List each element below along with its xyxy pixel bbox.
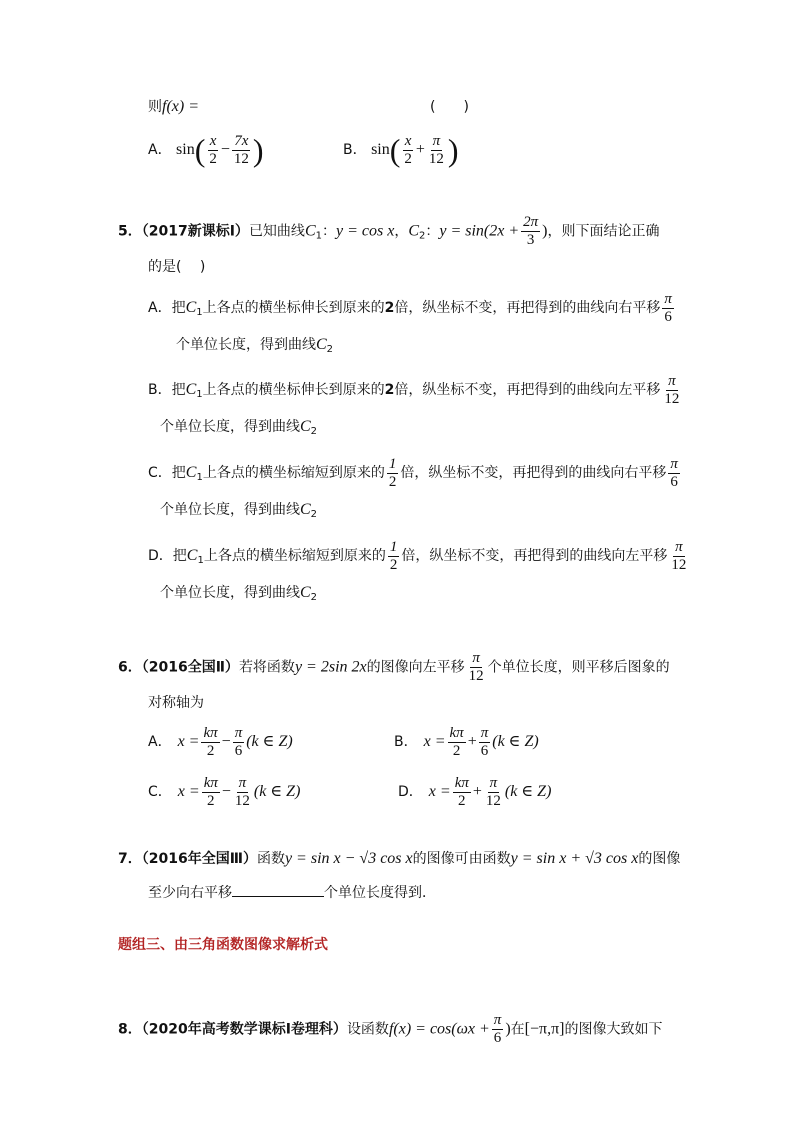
option-text-cont: 个单位长度，得到曲线 bbox=[160, 502, 300, 518]
q5-option-3-cont bbox=[160, 582, 317, 609]
option-text-mid: 上各点的横坐标缩短到原来的 bbox=[202, 465, 385, 481]
q5-text1: 已知曲线 bbox=[248, 223, 305, 240]
frac-num: kπ bbox=[449, 724, 464, 741]
option-frac2 bbox=[479, 725, 491, 760]
q5-option-1-cont bbox=[160, 416, 317, 443]
option-shift-frac bbox=[662, 291, 674, 326]
q4-stem-math: f(x) = bbox=[162, 98, 199, 115]
frac-den: 12 bbox=[485, 792, 501, 809]
frac-num: π bbox=[480, 724, 489, 741]
option-frac1 bbox=[201, 725, 219, 760]
section-heading: 题组三、由三角函数图像求解析式 bbox=[118, 937, 328, 953]
frac-num: 1 bbox=[389, 538, 398, 555]
option-text-cont: 个单位长度，得到曲线 bbox=[160, 585, 300, 601]
curve-c2-sub: 2 bbox=[310, 509, 318, 520]
frac-den: 6 bbox=[493, 1030, 502, 1046]
frac-num: π bbox=[238, 774, 247, 791]
q5-c2: C bbox=[408, 222, 419, 240]
q5-c1-sub: 1 bbox=[315, 230, 322, 242]
q4-option-b bbox=[343, 132, 459, 168]
q6-stem bbox=[118, 650, 670, 685]
q4-option-b-frac1 bbox=[402, 133, 414, 168]
option-text-after: 倍，纵坐标不变，再把得到的曲线向右平移 bbox=[394, 300, 661, 316]
option-frac2 bbox=[233, 775, 252, 810]
frac-num: π bbox=[489, 774, 498, 791]
q4-option-a bbox=[148, 132, 264, 168]
right-paren: ) bbox=[252, 132, 264, 168]
option-text-mid: 上各点的横坐标伸长到原来的 bbox=[202, 382, 385, 398]
option-text-pre: 把 bbox=[171, 300, 186, 316]
frac-num: kπ bbox=[454, 774, 469, 791]
option-eq-pre: x = bbox=[177, 783, 200, 800]
frac-den: 6 bbox=[670, 473, 678, 490]
q4-option-a-frac1 bbox=[207, 133, 219, 168]
frac-den: 3 bbox=[526, 232, 535, 248]
q4-bracket-text: ( ) bbox=[430, 99, 469, 115]
q8-eq-pre: f(x) = cos(ωx + bbox=[388, 1020, 490, 1038]
frac-num: π bbox=[664, 290, 672, 307]
q7-text2: 的图像可由函数 bbox=[412, 851, 511, 867]
operator: − bbox=[221, 733, 231, 750]
q8-text1: 设函数 bbox=[346, 1021, 389, 1038]
curve-c1-sub: 1 bbox=[196, 307, 203, 318]
option-label: A． bbox=[148, 734, 172, 750]
q5-option-2-cont bbox=[160, 499, 317, 526]
q7-line2-a: 至少向右平移 bbox=[148, 885, 232, 901]
q4-stem bbox=[148, 96, 199, 118]
q4-option-b-frac2 bbox=[427, 133, 446, 168]
frac-num: π bbox=[670, 455, 678, 472]
q6-text1: 若将函数 bbox=[238, 659, 295, 676]
option-eq-post: (k ∈ Z) bbox=[253, 783, 301, 800]
q4-option-b-label: B． bbox=[343, 142, 367, 158]
frac-den: 2 bbox=[389, 556, 398, 573]
frac-den: 2 bbox=[458, 792, 466, 809]
q5-colon1: ： bbox=[321, 223, 336, 240]
curve-c1-sub: 1 bbox=[196, 472, 203, 483]
q4-answer-bracket bbox=[430, 96, 469, 118]
option-label: C． bbox=[148, 465, 172, 481]
frac-den: 6 bbox=[664, 308, 672, 325]
q7-text3: 的图像 bbox=[638, 851, 681, 867]
q8-text2: 在 bbox=[510, 1021, 525, 1038]
q7-stem bbox=[118, 848, 680, 870]
q5-stem-line2 bbox=[148, 256, 205, 278]
option-label: B． bbox=[148, 382, 172, 398]
q6-text3: 个单位长度，则平移后图象的 bbox=[487, 659, 670, 676]
frac-num: 1 bbox=[388, 455, 397, 472]
option-factor-frac bbox=[387, 456, 399, 491]
q7-text1: 函数 bbox=[256, 851, 285, 867]
option-label: B． bbox=[394, 734, 418, 750]
frac-num: 2π bbox=[523, 214, 539, 230]
q7-number: 7． bbox=[118, 851, 142, 867]
curve-c2: C bbox=[300, 501, 311, 518]
q6-option-2 bbox=[148, 774, 300, 810]
q5-eq1: y = cos x bbox=[335, 222, 395, 240]
frac-den: 6 bbox=[480, 742, 489, 759]
option-eq-pre: x = bbox=[177, 733, 200, 750]
option-text-pre: 把 bbox=[171, 382, 186, 398]
frac-den: 2 bbox=[404, 150, 412, 167]
q5-source: （2017新课标Ⅰ） bbox=[141, 223, 249, 240]
option-shift-frac bbox=[668, 456, 680, 491]
option-frac1 bbox=[448, 725, 466, 760]
curve-c2-sub: 2 bbox=[310, 592, 318, 603]
frac-den: 6 bbox=[234, 742, 243, 759]
option-label: A． bbox=[148, 300, 172, 316]
frac-num: π bbox=[493, 1012, 502, 1028]
q8-eq-frac bbox=[492, 1012, 504, 1047]
frac-num: π bbox=[668, 372, 676, 389]
frac-num: x bbox=[404, 132, 412, 149]
right-paren: ) bbox=[447, 132, 459, 168]
q4-option-a-label: A． bbox=[148, 142, 172, 158]
q7-eq1: y = sin x − √3 cos x bbox=[284, 850, 413, 867]
option-text-pre: 把 bbox=[171, 465, 186, 481]
q7-line2-b: 个单位长度得到． bbox=[324, 885, 436, 901]
curve-c2-sub: 2 bbox=[310, 426, 318, 437]
frac-num: kπ bbox=[203, 774, 218, 791]
q8-interval: [−π,π] bbox=[524, 1020, 565, 1038]
q5-eq2-pre: y = sin(2x + bbox=[439, 222, 520, 240]
option-text-after: 倍，纵坐标不变，再把得到的曲线向左平移 bbox=[401, 548, 668, 564]
option-eq-pre: x = bbox=[423, 733, 446, 750]
option-text-cont: 个单位长度，得到曲线 bbox=[160, 419, 300, 435]
frac-num: 7x bbox=[234, 132, 249, 149]
frac-den: 2 bbox=[206, 742, 215, 759]
frac-num: π bbox=[675, 538, 683, 555]
frac-den: 12 bbox=[671, 556, 687, 573]
q5-text2: ，则下面结论正确 bbox=[547, 223, 660, 240]
q6-option-1 bbox=[394, 724, 539, 760]
frac-num: π bbox=[472, 650, 480, 666]
frac-den: 12 bbox=[234, 792, 250, 809]
option-factor-frac bbox=[388, 539, 400, 574]
option-text-mid: 上各点的横坐标缩短到原来的 bbox=[203, 548, 386, 564]
curve-c1: C bbox=[186, 547, 198, 564]
option-eq-pre: x = bbox=[428, 783, 451, 800]
q5-c2-sub: 2 bbox=[418, 230, 426, 242]
curve-c1: C bbox=[185, 464, 197, 481]
q5-eq2-post: ) bbox=[542, 222, 548, 240]
frac-den: 12 bbox=[428, 150, 444, 167]
q6-shift-frac bbox=[467, 650, 486, 685]
q5-colon2: ： bbox=[425, 223, 440, 240]
q5-option-2 bbox=[148, 455, 682, 496]
option-label: C． bbox=[148, 784, 172, 800]
q5-comma: ， bbox=[394, 223, 409, 240]
q7-eq2: y = sin x + √3 cos x bbox=[510, 850, 639, 867]
option-factor: 2 bbox=[384, 300, 395, 316]
frac-num: π bbox=[234, 724, 243, 741]
option-frac1 bbox=[453, 775, 471, 810]
frac-den: 2 bbox=[207, 792, 215, 809]
curve-c1: C bbox=[185, 299, 197, 316]
operator: + bbox=[415, 141, 425, 158]
option-eq-post: (k ∈ Z) bbox=[492, 733, 539, 750]
frac-den: 2 bbox=[388, 473, 397, 490]
operator: + bbox=[472, 783, 482, 800]
q8-number: 8． bbox=[118, 1021, 142, 1038]
option-label: D． bbox=[398, 784, 423, 800]
q6-option-0 bbox=[148, 724, 293, 760]
q7-stem-line2 bbox=[148, 882, 436, 904]
q4-option-b-fn: sin bbox=[371, 141, 390, 158]
q8-eq-post: ) bbox=[505, 1020, 511, 1038]
frac-den: 2 bbox=[452, 742, 461, 759]
q5-number: 5． bbox=[118, 223, 142, 240]
option-factor: 2 bbox=[384, 382, 395, 398]
curve-c2: C bbox=[316, 336, 327, 353]
q6-number: 6． bbox=[118, 659, 142, 676]
option-label: D． bbox=[148, 548, 173, 564]
q4-stem-prefix: 则 bbox=[148, 99, 162, 115]
curve-c2-sub: 2 bbox=[326, 344, 334, 355]
curve-c2: C bbox=[300, 418, 311, 435]
q8-source: （2020年高考数学课标Ⅰ卷理科） bbox=[141, 1021, 347, 1038]
option-text-mid: 上各点的横坐标伸长到原来的 bbox=[202, 300, 385, 316]
q7-answer-blank[interactable] bbox=[232, 882, 324, 897]
q6-source: （2016全国Ⅱ） bbox=[141, 659, 239, 676]
frac-den: 12 bbox=[664, 390, 680, 407]
q5-option-0 bbox=[148, 290, 676, 331]
operator: + bbox=[467, 733, 477, 750]
curve-c1: C bbox=[185, 381, 197, 398]
q7-source: （2016年全国Ⅲ） bbox=[141, 851, 257, 867]
q5-stem bbox=[118, 214, 660, 251]
option-shift-frac bbox=[669, 539, 688, 574]
q5-option-0-cont bbox=[176, 334, 333, 361]
left-paren: ( bbox=[389, 132, 401, 168]
q6-line2-text: 对称轴为 bbox=[148, 695, 204, 711]
option-frac2 bbox=[484, 775, 503, 810]
option-text-pre: 把 bbox=[172, 548, 187, 564]
option-text-after: 倍，纵坐标不变，再把得到的曲线向左平移 bbox=[394, 382, 661, 398]
q6-text2: 的图像向左平移 bbox=[366, 659, 465, 676]
frac-num: x bbox=[209, 132, 217, 149]
operator: − bbox=[220, 141, 230, 158]
q4-option-a-fn: sin bbox=[176, 141, 195, 158]
q6-eq: y = 2sin 2x bbox=[294, 658, 367, 676]
left-paren: ( bbox=[194, 132, 206, 168]
option-frac2 bbox=[233, 725, 245, 760]
q5-option-1 bbox=[148, 372, 683, 413]
option-eq-post: (k ∈ Z) bbox=[246, 733, 293, 750]
frac-num: π bbox=[432, 132, 441, 149]
q5-eq2-frac bbox=[521, 214, 540, 249]
q5-c1: C bbox=[304, 222, 316, 240]
q8-text3: 的图像大致如下 bbox=[564, 1021, 663, 1038]
frac-den: 12 bbox=[233, 150, 249, 167]
operator: − bbox=[221, 783, 231, 800]
frac-num: kπ bbox=[203, 724, 218, 741]
q6-option-3 bbox=[398, 774, 551, 810]
curve-c2: C bbox=[300, 584, 311, 601]
q6-stem-line2 bbox=[148, 692, 204, 714]
frac-den: 12 bbox=[468, 668, 484, 684]
option-eq-post: (k ∈ Z) bbox=[504, 783, 552, 800]
curve-c1-sub: 1 bbox=[197, 555, 204, 566]
q8-stem bbox=[118, 1012, 662, 1047]
option-text-cont: 个单位长度，得到曲线 bbox=[176, 337, 316, 353]
option-text-after: 倍，纵坐标不变，再把得到的曲线向右平移 bbox=[400, 465, 667, 481]
q4-option-a-frac2 bbox=[232, 133, 251, 168]
option-frac1 bbox=[202, 775, 220, 810]
curve-c1-sub: 1 bbox=[196, 389, 203, 400]
option-shift-frac bbox=[662, 373, 681, 408]
q5-option-3 bbox=[148, 538, 690, 579]
frac-den: 2 bbox=[209, 150, 217, 167]
q5-line2-text: 的是( ) bbox=[148, 259, 206, 275]
